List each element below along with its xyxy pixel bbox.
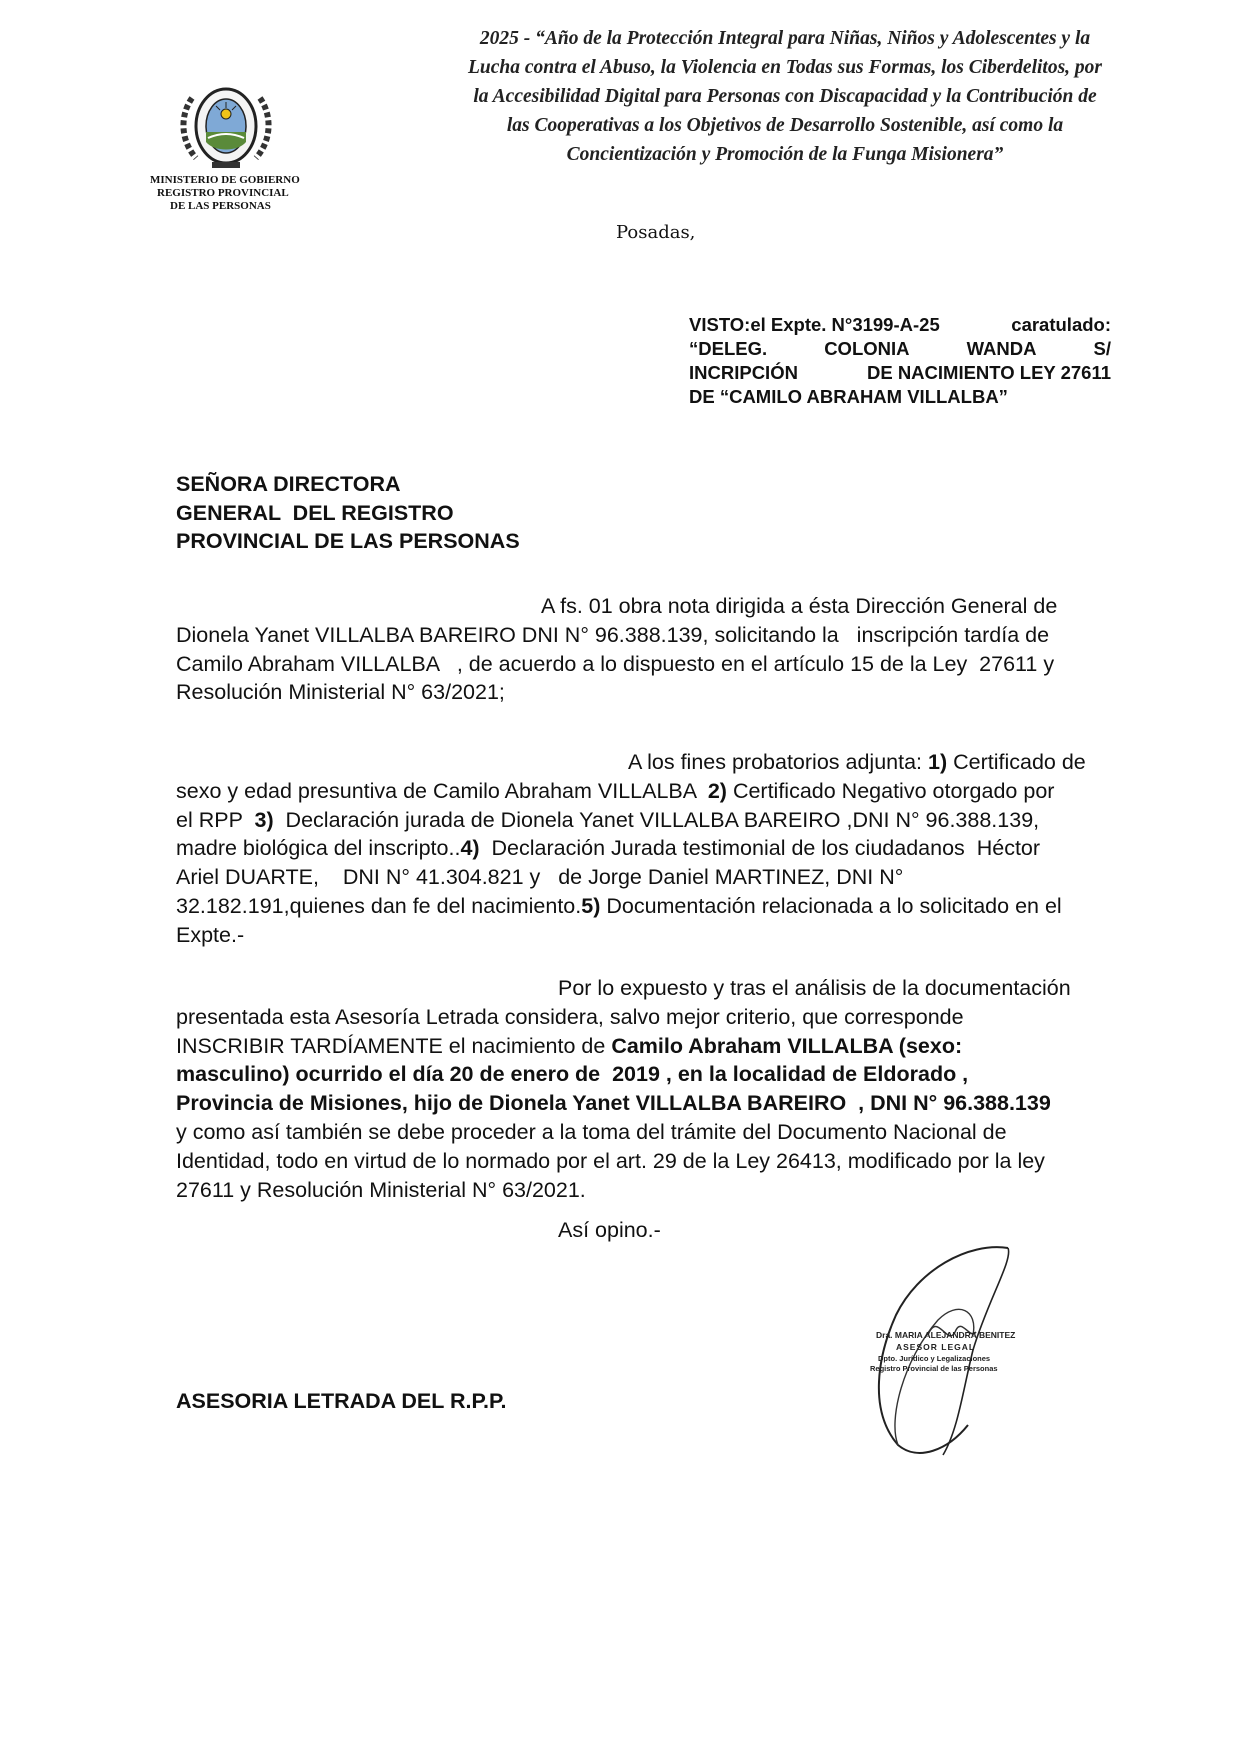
paragraph-line: A fs. 01 obra nota dirigida a ésta Dirección General de [541,594,1058,618]
province-seal-logo [178,80,274,172]
line-text: Certificado Negativo otorgado por [726,778,1055,803]
paragraph-request [176,592,1113,707]
visto-block [689,313,1111,409]
visto-text: S/ [1093,338,1111,359]
item-number: 1) [928,750,948,774]
paragraph-resolution [176,974,1113,1204]
paragraph-line: 27611 y Resolución Ministerial N° 63/2021. [176,1177,586,1202]
line-text: sexo y edad presuntiva de Camilo Abraham VILLALBA [176,778,708,803]
paragraph-line: Ariel DUARTE, DNI N° 41.304.821 y de Jorge Daniel MARTINEZ, DNI N° [176,865,904,890]
stamp-title: ASESOR LEGAL [896,1342,976,1352]
item-number: 5) [581,893,601,918]
addressee-block [176,470,520,556]
bold-text: masculino) ocurrido el día 20 de enero de 2019 , en la localidad de Eldorado , [176,1062,969,1087]
paragraph-line [176,834,1113,863]
addressee-line: PROVINCIAL DE LAS PERSONAS [176,529,520,553]
year-motto [430,24,1140,169]
paragraph-line: Expte.- [176,922,245,947]
line-text: Declaración jurada de Dionela Yanet VILLALBA BAREIRO ,DNI N° 96.388.139, [273,807,1040,832]
stamp-name: Dra. MARIA ALEJANDRA BENITEZ [876,1330,1016,1340]
paragraph-line [176,748,1113,777]
paragraph-line [176,1032,1113,1061]
visto-text: “DELEG. [689,338,768,359]
item-number: 4) [460,836,480,861]
visto-text: DE NACIMIENTO LEY 27611 [866,362,1111,383]
visto-text: WANDA [966,338,1037,359]
stamp-department: Dpto. Jurídico y Legalizaciones [878,1354,991,1363]
city-date-line: Posadas, [616,222,696,243]
paragraph-line [176,892,1113,921]
paragraph-line [176,777,1113,806]
item-number: 2) [707,778,727,803]
bold-text: Provincia de Misiones, hijo de Dionela Yanet VILLALBA BAREIRO , DNI N° 96.388.139 [176,1091,1051,1116]
line-text: el RPP [176,807,255,832]
paragraph-line: Resolución Ministerial N° 63/2021; [176,680,505,705]
paragraph-line: Dionela Yanet VILLALBA BAREIRO DNI N° 96.388.139, solicitando la inscripción tardía de [176,622,1050,647]
line-text: 32.182.191,quienes dan fe del nacimiento. [176,893,582,918]
ministry-heading [150,174,330,213]
stamp-organization: Registro Provincial de las Personas [870,1364,998,1373]
motto-line: Lucha contra el Abuso, la Violencia en Todas sus Formas, los Ciberdelitos, por [467,57,1103,78]
line-text: madre biológica del inscripto.. [176,836,461,861]
signature-stamp [858,1240,1038,1465]
paragraph-line [176,1060,1113,1089]
visto-text: caratulado: [1011,314,1111,335]
line-text: INSCRIBIR TARDÍAMENTE el nacimiento de [176,1033,612,1058]
addressee-line: SEÑORA DIRECTORA [176,472,401,496]
line-text: Certificado de [947,750,1086,774]
line-text: A los fines probatorios adjunta: [628,750,928,774]
paragraph-line: presentada esta Asesoría Letrada considera, salvo mejor criterio, que corresponde [176,1004,964,1029]
visto-text: COLONIA [824,338,910,359]
visto-text: VISTO:el Expte. N°3199-A-25 [689,314,940,335]
motto-line: 2025 - “Año de la Protección Integral para Niñas, Niños y Adolescentes y la [479,28,1091,49]
paragraph-line: y como así también se debe proceder a la toma del trámite del Documento Nacional de [176,1119,1007,1144]
closing-opinion: Así opino.- [558,1218,661,1242]
line-text: Documentación relacionada a lo solicitado en el [600,893,1062,918]
ministry-line: MINISTERIO DE GOBIERNO [150,174,300,186]
item-number: 3) [254,807,274,832]
line-text: Declaración Jurada testimonial de los ciudadanos Héctor [479,836,1041,861]
motto-line: las Cooperativas a los Objetivos de Desarrollo Sostenible, así como la [506,115,1064,136]
paragraph-line [176,806,1113,835]
paragraph-line [176,1089,1113,1118]
motto-line: la Accesibilidad Digital para Personas con Discapacidad y la Contribución de [473,86,1097,107]
bold-text: Camilo Abraham VILLALBA (sexo: [611,1033,963,1058]
motto-line: Concientización y Promoción de la Funga Misionera” [566,144,1004,165]
visto-text: INCRIPCIÓN [689,362,798,383]
paragraph-line: Identidad, todo en virtud de lo normado por el art. 29 de la Ley 26413, modificado por la ley [176,1148,1045,1173]
paragraph-line: Camilo Abraham VILLALBA , de acuerdo a lo dispuesto en el artículo 15 de la Ley 27611 y [176,651,1055,676]
addressee-line: GENERAL DEL REGISTRO [176,500,454,525]
paragraph-line: Por lo expuesto y tras el análisis de la documentación [558,976,1071,1000]
ministry-line: DE LAS PERSONAS [170,200,271,212]
signatory-office: ASESORIA LETRADA DEL R.P.P. [176,1389,507,1413]
paragraph-evidence [176,748,1113,950]
ministry-line: REGISTRO PROVINCIAL [157,187,289,199]
visto-text: DE “CAMILO ABRAHAM VILLALBA” [689,386,1008,407]
